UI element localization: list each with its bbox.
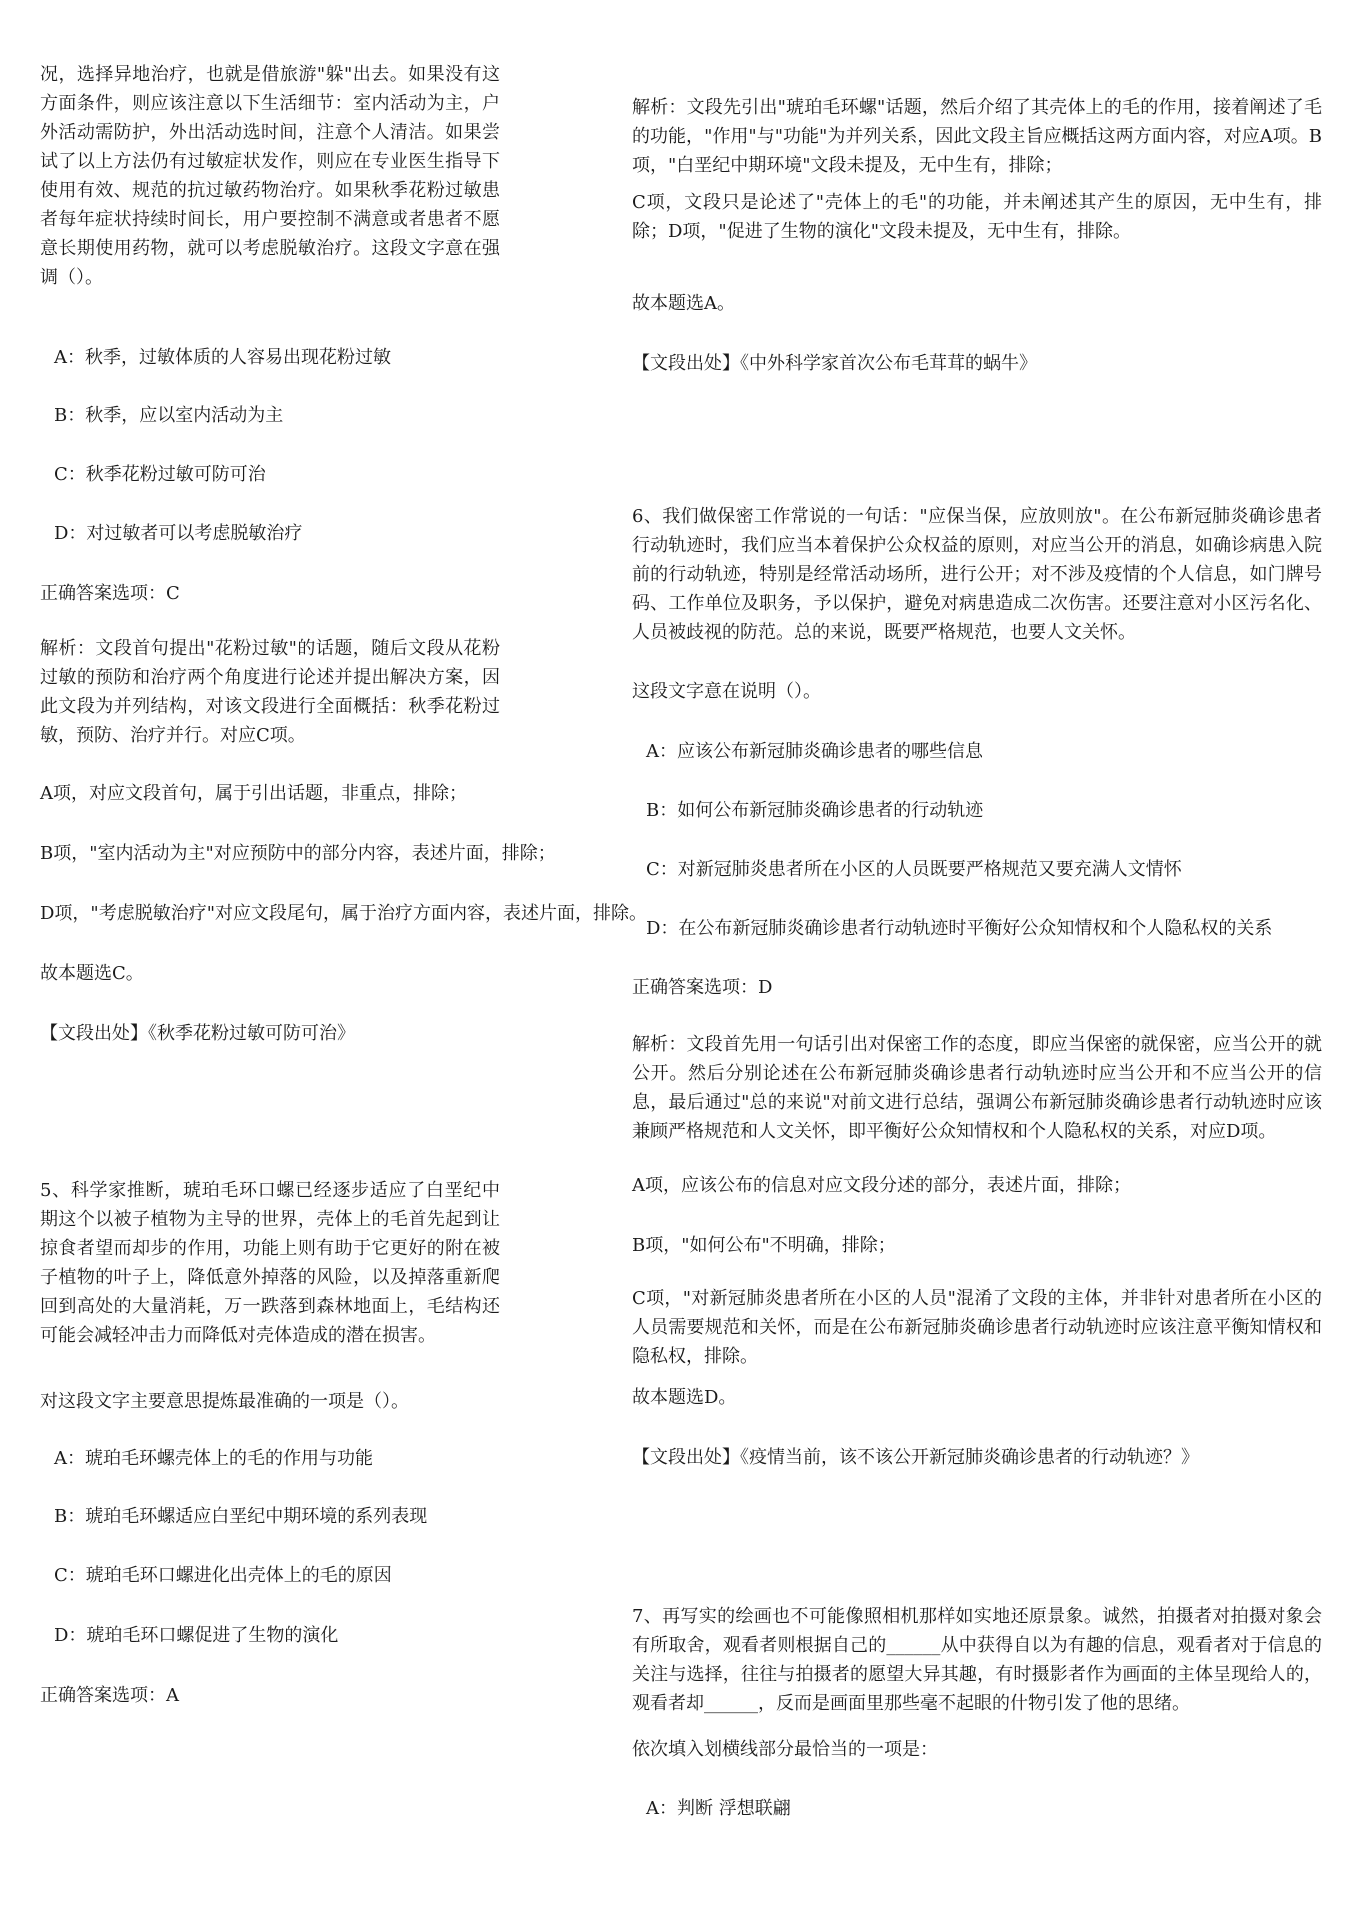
q5-analysis-1: 解析：文段先引出"琥珀毛环螺"话题，然后介绍了其壳体上的毛的作用，接着阐述了毛的功能，"作用"与"功能"为并列关系，因此文段主旨应概括这两方面内容，对应A项。B项，"白垩纪中期环境"文段未提及，无中生有，排除； [632, 97, 1322, 176]
q4-option-a: A：秋季，过敏体质的人容易出现花粉过敏 [54, 347, 391, 368]
q5-option-b: B：琥珀毛环螺适应白垩纪中期环境的系列表现 [54, 1506, 428, 1527]
q4-choose: 故本题选C。 [40, 963, 144, 984]
q7-option-a: A：判断 浮想联翩 [646, 1798, 791, 1819]
q4-stem: 况，选择异地治疗，也就是借旅游"躲"出去。如果没有这方面条件，则应该注意以下生活细节：室内活动为主，户外活动需防护，外出活动选时间，注意个人清洁。如果尝试了以上方法仍有过敏症状发作，则应在专业医生指导下使用有效、规范的抗过敏药物治疗。如果秋季花粉过敏患者每年症状持续时间长，用户要控制不满意或者患者不愿意长期使用药物，就可以考虑脱敏治疗。这段文字意在强调（）。 [40, 64, 500, 288]
q4-answer: 正确答案选项：C [40, 583, 180, 604]
q4-analysis-b: B项，"室内活动为主"对应预防中的部分内容，表述片面，排除； [40, 843, 556, 864]
q4-analysis-a: A项，对应文段首句，属于引出话题，非重点，排除； [40, 783, 467, 804]
q6-option-b: B：如何公布新冠肺炎确诊患者的行动轨迹 [646, 800, 984, 821]
q4-option-d: D：对过敏者可以考虑脱敏治疗 [54, 523, 303, 544]
q6-choose: 故本题选D。 [632, 1387, 737, 1408]
q6-analysis-a: A项，应该公布的信息对应文段分述的部分，表述片面，排除； [632, 1175, 1131, 1196]
q6-option-d: D：在公布新冠肺炎确诊患者行动轨迹时平衡好公众知情权和个人隐私权的关系 [646, 918, 1273, 939]
q5-choose: 故本题选A。 [632, 293, 735, 314]
q7-question: 依次填入划横线部分最恰当的一项是： [632, 1739, 938, 1760]
q5-source: 【文段出处】《中外科学家首次公布毛茸茸的蜗牛》 [632, 353, 1037, 374]
q4-analysis: 解析：文段首句提出"花粉过敏"的话题，随后文段从花粉过敏的预防和治疗两个角度进行论述并提出解决方案，因此文段为并列结构，对该文段进行全面概括：秋季花粉过敏，预防、治疗并行。对应C项。 [40, 638, 500, 746]
q5-answer: 正确答案选项：A [40, 1685, 179, 1706]
q5-stem: 5、科学家推断，琥珀毛环口螺已经逐步适应了白垩纪中期这个以被子植物为主导的世界，壳体上的毛首先起到让掠食者望而却步的作用，功能上则有助于它更好的附在被子植物的叶子上，降低意外掉落的风险，以及掉落重新爬回到高处的大量消耗，万一跌落到森林地面上，毛结构还可能会减轻冲击力而降低对壳体造成的潜在损害。 [40, 1180, 500, 1346]
q6-answer: 正确答案选项：D [632, 977, 773, 998]
q6-analysis-b: B项，"如何公布"不明确，排除； [632, 1235, 896, 1256]
q6-option-c: C：对新冠肺炎患者所在小区的人员既要严格规范又要充满人文情怀 [646, 859, 1182, 880]
q6-question: 这段文字意在说明（）。 [632, 681, 821, 702]
q5-option-d: D：琥珀毛环口螺促进了生物的演化 [54, 1625, 339, 1646]
q4-option-b: B：秋季，应以室内活动为主 [54, 405, 284, 426]
q5-option-c: C：琥珀毛环口螺进化出壳体上的毛的原因 [54, 1565, 392, 1586]
q6-analysis: 解析：文段首先用一句话引出对保密工作的态度，即应当保密的就保密，应当公开的就公开。然后分别论述在公布新冠肺炎确诊患者行动轨迹时应当公开和不应当公开的信息，最后通过"总的来说"对前文进行总结，强调公布新冠肺炎确诊患者行动轨迹时应该兼顾严格规范和人文关怀，即平衡好公众知情权和个人隐私权的关系，对应D项。 [632, 1034, 1322, 1142]
q6-stem: 6、我们做保密工作常说的一句话："应保当保，应放则放"。在公布新冠肺炎确诊患者行动轨迹时，我们应当本着保护公众权益的原则，对应当公开的消息，如确诊病患入院前的行动轨迹，特别是经常活动场所，进行公开；对不涉及疫情的个人信息，如门牌号码、工作单位及职务，予以保护，避免对病患造成二次伤害。还要注意对小区污名化、人员被歧视的防范。总的来说，既要严格规范，也要人文关怀。 [632, 506, 1322, 643]
q5-question: 对这段文字主要意思提炼最准确的一项是（）。 [40, 1391, 409, 1412]
q6-analysis-c: C项，"对新冠肺炎患者所在小区的人员"混淆了文段的主体，并非针对患者所在小区的人员需要规范和关怀，而是在公布新冠肺炎确诊患者行动轨迹时应该注意平衡知情权和隐私权，排除。 [632, 1288, 1322, 1367]
q6-option-a: A：应该公布新冠肺炎确诊患者的哪些信息 [646, 741, 983, 762]
q4-option-c: C：秋季花粉过敏可防可治 [54, 464, 266, 485]
q6-source: 【文段出处】《疫情当前，该不该公开新冠肺炎确诊患者的行动轨迹？》 [632, 1447, 1199, 1468]
q5-option-a: A：琥珀毛环螺壳体上的毛的作用与功能 [54, 1448, 373, 1469]
q5-analysis-2: C项，文段只是论述了"壳体上的毛"的功能，并未阐述其产生的原因，无中生有，排除；D项，"促进了生物的演化"文段未提及，无中生有，排除。 [632, 192, 1322, 242]
q7-stem: 7、再写实的绘画也不可能像照相机那样如实地还原景象。诚然，拍摄者对拍摄对象会有所取舍，观看者则根据自己的______从中获得自以为有趣的信息，观看者对于信息的关注与选择，往往与拍摄者的愿望大异其趣，有时摄影者作为画面的主体呈现给人的，观看者却______，反而是画面里那些毫不起眼的什物引发了他的思绪。 [632, 1606, 1322, 1714]
q4-analysis-d: D项，"考虑脱敏治疗"对应文段尾句，属于治疗方面内容，表述片面，排除。 [40, 903, 647, 924]
q4-source: 【文段出处】《秋季花粉过敏可防可治》 [40, 1023, 355, 1044]
